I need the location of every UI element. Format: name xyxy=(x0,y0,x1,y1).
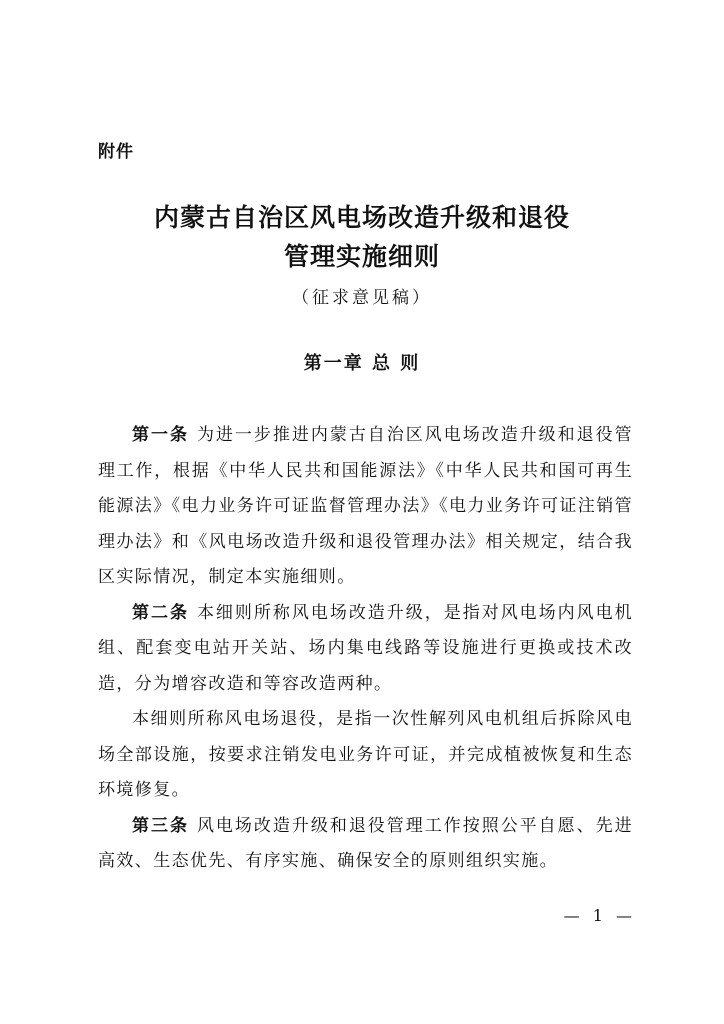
article-2-paragraph xyxy=(98,596,633,703)
article-2-text: 本细则所称风电场改造升级，是指对风电场内风电机组、配套变电站开关站、场内集电线路等设施进行更换或技术改造，分为增容改造和等容改造两种。 xyxy=(98,602,633,694)
article-1-paragraph xyxy=(98,418,633,596)
article-3-label: 第三条 xyxy=(132,815,189,836)
article-1-label: 第一条 xyxy=(132,425,189,445)
article-2-continuation-paragraph xyxy=(98,702,633,809)
article-1-text: 为进一步推进内蒙古自治区风电场改造升级和退役管理工作，根据《中华人民共和国能源法》《中华人民共和国可再生能源法》《电力业务许可证监督管理办法》《电力业务许可证注销管理办法》和《风电场改造升级和退役管理办法》相关规定，结合我区实际情况，制定本实施细则。 xyxy=(98,425,633,587)
document-title-line-1: 内蒙古自治区风电场改造升级和退役 xyxy=(153,203,570,232)
article-2-label: 第二条 xyxy=(132,602,189,623)
chapter-heading: 第一章 总 则 xyxy=(303,353,421,374)
attachment-label: 附件 xyxy=(98,142,134,162)
draft-subtitle: （征求意见稿） xyxy=(292,288,432,308)
article-3-text: 风电场改造升级和退役管理工作按照公平自愿、先进高效、生态优先、有序实施、确保安全的原则组织实施。 xyxy=(98,815,633,871)
document-title-line-2: 管理实施细则 xyxy=(283,242,440,271)
article-2-continuation-text: 本细则所称风电场退役，是指一次性解列风电机组后拆除风电场全部设施，按要求注销发电业务许可证，并完成植被恢复和生态环境修复。 xyxy=(98,709,633,800)
page-number: — 1 — xyxy=(563,906,636,925)
article-3-paragraph xyxy=(98,809,633,880)
document-body xyxy=(98,418,633,880)
